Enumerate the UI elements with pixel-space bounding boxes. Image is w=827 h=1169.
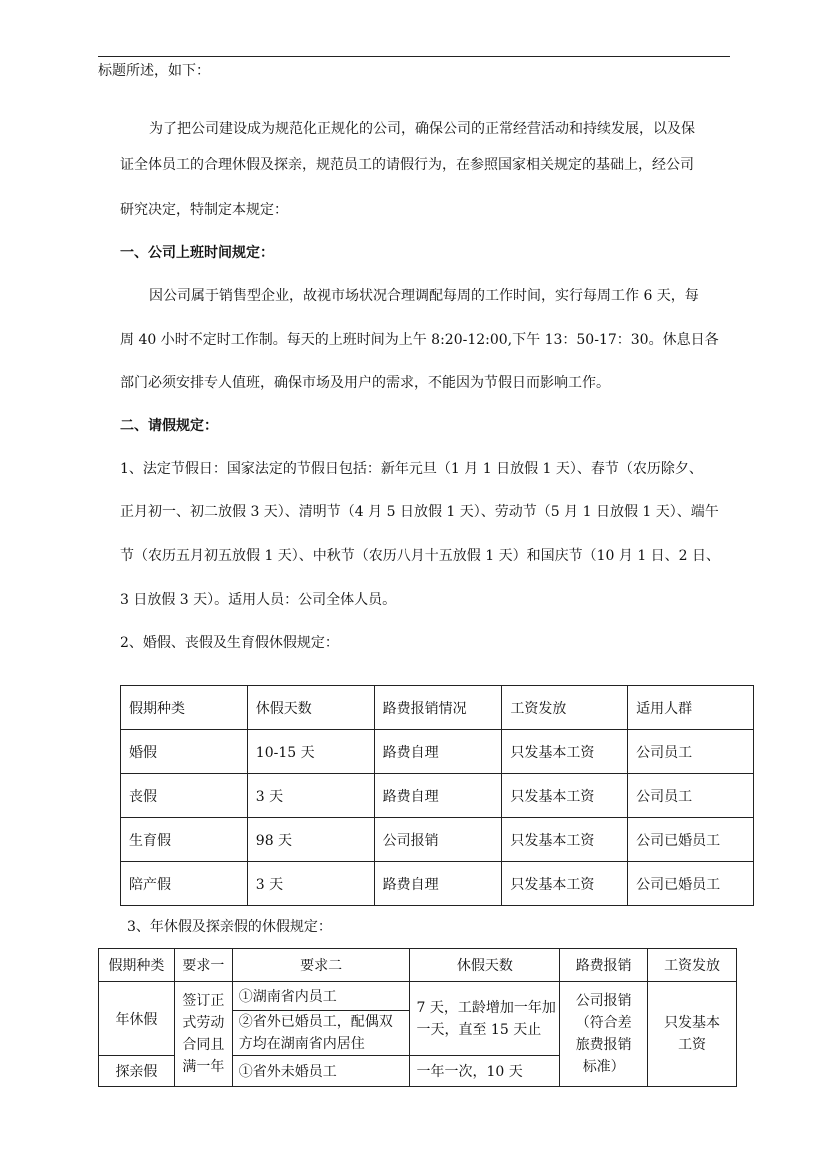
table-header-cell: 要求一 [174,949,232,982]
travel-line: 旅费报销 [575,1037,632,1053]
table-cell: 3 天 [247,774,374,818]
table-header-cell: 适用人群 [628,686,754,730]
annual-leave-table [98,948,737,1087]
requirement-one-line: 合同且 [182,1037,225,1053]
travel-reimbursement [560,982,648,1087]
travel-line: 标准） [582,1059,625,1075]
leave-type-home: 探亲假 [99,1056,175,1087]
requirement-two-a: ①湖南省内员工 [232,982,410,1011]
requirement-one [174,982,232,1087]
table-header-cell: 要求二 [232,949,410,982]
days-annual-line: 7 天，工龄增加一年加 [416,999,556,1016]
leave-table [120,685,754,906]
table-cell: 婚假 [121,730,248,774]
table-row [121,862,754,906]
requirement-one-line: 签订正 [182,993,225,1009]
days-annual [410,982,560,1056]
section1-line-3: 部门必须安排专人值班，确保市场及用户的需求，不能因为节假日而影响工作。 [120,375,610,391]
requirement-two-b-line: 方均在湖南省内居住 [238,1036,365,1052]
table-header-row [99,949,737,982]
table-row [121,774,754,818]
table-cell: 路费自理 [374,730,502,774]
travel-line: 公司报销 [575,993,632,1009]
table-cell: 路费自理 [374,774,502,818]
salary-payment [648,982,737,1087]
leave-type-annual: 年休假 [99,982,175,1056]
table-cell: 10-15 天 [247,730,374,774]
table-header-cell: 路费报销 [560,949,648,982]
travel-line: （符合差 [575,1015,632,1031]
intro-line-2: 证全体员工的合理休假及探亲，规范员工的请假行为，在参照国家相关规定的基础上，经公司 [120,157,694,173]
table-cell: 98 天 [247,818,374,862]
table-header-row [121,686,754,730]
requirement-one-line: 满一年 [182,1059,225,1075]
table-cell: 公司已婚员工 [628,818,754,862]
section2-heading: 二、请假规定： [120,418,218,434]
table-cell: 丧假 [121,774,248,818]
table-cell: 公司报销 [374,818,502,862]
table-header-cell: 假期种类 [99,949,175,982]
table-header-cell: 路费报销情况 [374,686,502,730]
section1-line-1: 因公司属于销售型企业，故视市场状况合理调配每周的工作时间，实行每周工作 6 天，每 [149,288,699,304]
salary-line: 只发基本 [664,1015,721,1031]
table-cell: 路费自理 [374,862,502,906]
requirement-two-c: ①省外未婚员工 [232,1056,410,1087]
days-annual-line: 一天，直至 15 天止 [416,1021,542,1038]
section2-item1-line-2: 正月初一、初二放假 3 天）、清明节（4 月 5 日放假 1 天）、劳动节（5 月 1 日放假 1 天）、端午 [120,504,719,520]
table-header-cell: 休假天数 [247,686,374,730]
header-rule [98,56,730,57]
table-header-cell: 休假天数 [410,949,560,982]
days-home: 一年一次，10 天 [410,1056,560,1087]
table-cell: 陪产假 [121,862,248,906]
table-cell: 只发基本工资 [502,730,628,774]
table-cell: 公司员工 [628,774,754,818]
table-row [121,730,754,774]
table-cell: 只发基本工资 [502,818,628,862]
section1-heading: 一、公司上班时间规定： [120,245,274,261]
requirement-two-b-line: ②省外已婚员工，配偶双 [238,1014,393,1030]
section2-item1-line-3: 节（农历五月初五放假 1 天）、中秋节（农历八月十五放假 1 天）和国庆节（10 月 1 日、2 日、 [120,548,721,564]
page-header-title: 标题所述，如下： [98,63,210,79]
intro-line-3: 研究决定，特制定本规定： [120,202,288,218]
requirement-one-line: 式劳动 [182,1015,225,1031]
section2-item1-line-1: 1、法定节假日：国家法定的节假日包括：新年元旦（1 月 1 日放假 1 天）、春节（农历除夕、 [120,461,703,477]
intro-line-1: 为了把公司建设成为规范化正规化的公司，确保公司的正常经营活动和持续发展，以及保 [149,121,695,137]
salary-line: 工资 [678,1037,707,1053]
table-cell: 只发基本工资 [502,774,628,818]
section1-line-2: 周 40 小时不定时工作制。每天的上班时间为上午 8:20-12:00,下午 13：50-17：30。休息日各 [120,332,719,348]
table-cell: 只发基本工资 [502,862,628,906]
table-cell: 3 天 [247,862,374,906]
table-header-cell: 假期种类 [121,686,248,730]
table-row [99,982,737,1011]
requirement-two-b [232,1011,410,1056]
table-header-cell: 工资发放 [648,949,737,982]
section2-item3: 3、年休假及探亲假的休假规定： [127,919,332,935]
table-cell: 公司员工 [628,730,754,774]
table-cell: 生育假 [121,818,248,862]
table-header-cell: 工资发放 [502,686,628,730]
table-cell: 公司已婚员工 [628,862,754,906]
section2-item2: 2、婚假、丧假及生育假休假规定： [120,635,339,651]
section2-item1-line-4: 3 日放假 3 天）。适用人员：公司全体人员。 [120,592,397,608]
table-row [121,818,754,862]
